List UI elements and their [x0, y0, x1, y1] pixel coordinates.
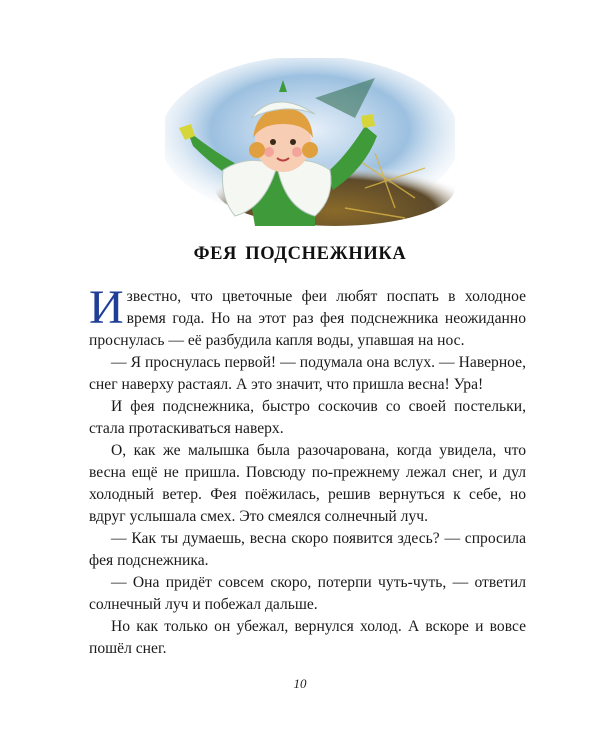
paragraph: — Как ты думаешь, весна скоро появится здесь? — спросила фея подснежника.	[89, 530, 526, 569]
page-number: 10	[293, 676, 307, 691]
paragraph: — Она придёт совсем скоро, потерпи чуть-чуть, — ответил солнечный луч и побежал дальше.	[89, 574, 526, 613]
snowdrop-fairy-illustration	[165, 58, 455, 226]
page-title: ФЕЯ ПОДСНЕЖНИКА	[193, 244, 407, 264]
paragraph: — Я проснулась первой! — подумала она вслух. — Наверное, снег наверху растаял. А это значит, что пришла весна! Ура!	[89, 354, 526, 393]
paragraph: И фея подснежника, быстро соскочив со своей постельки, стала протаскиваться наверх.	[89, 398, 526, 437]
paragraph: Но как только он убежал, вернулся холод. А вскоре и вовсе пошёл снег.	[89, 618, 526, 657]
story-text	[89, 281, 526, 660]
paragraph: Известно, что цветочные феи любят поспать в холодное время года. Но на этот раз фея подснежника неожиданно проснулась — её разбудила капля воды, упавшая на нос.	[89, 281, 526, 349]
drop-cap: И	[89, 281, 124, 334]
paragraph: О, как же малышка была разочарована, когда увидела, что весна ещё не пришла. Повсюду по-прежнему лежал снег, и дул холодный ветер. Фея поёжилась, решив вернуться к себе, но вдруг услышала смех. Это смеялся солнечный луч.	[89, 442, 526, 525]
